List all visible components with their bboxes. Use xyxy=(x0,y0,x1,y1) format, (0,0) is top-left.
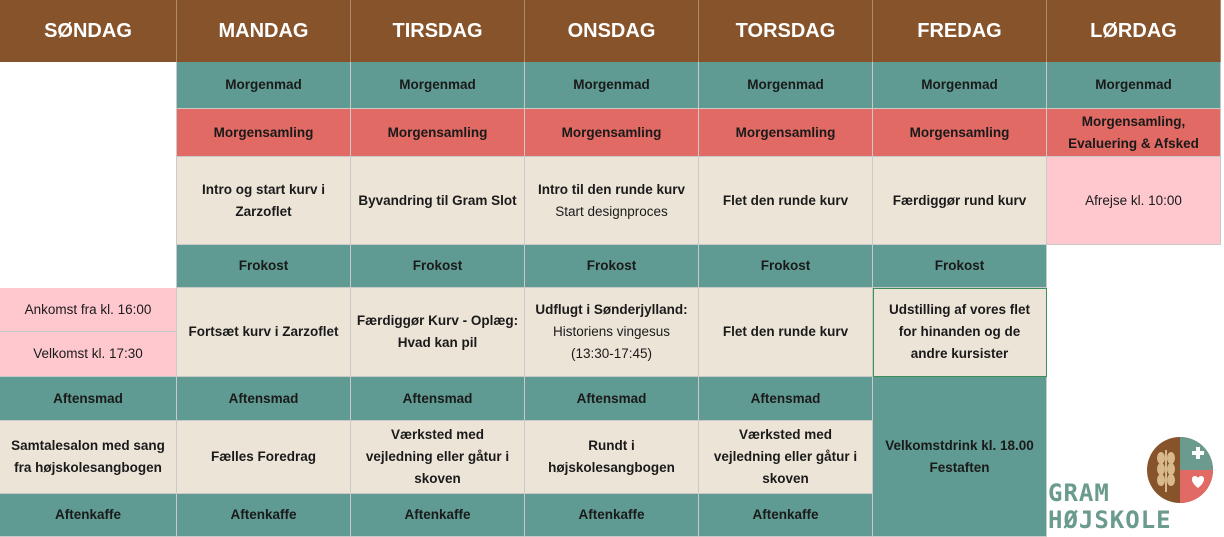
header-sondag[interactable]: SØNDAG xyxy=(0,0,177,62)
header-torsdag[interactable]: TORSDAG xyxy=(699,0,873,62)
empty-cell-sondag-morning[interactable] xyxy=(0,62,177,288)
eftermiddag-fredag-line1: Udstilling af vores flet xyxy=(888,302,1031,317)
eftermiddag-tirsdag-line1: Færdiggør Kurv - Oplæg: xyxy=(356,313,519,328)
cell-velkomst-sondag[interactable]: Velkomst kl. 17:30 xyxy=(0,332,177,377)
cell-aftenkaffe-torsdag[interactable]: Aftenkaffe xyxy=(699,494,873,537)
cell-formiddag-torsdag[interactable] xyxy=(699,157,873,245)
cell-morgensamling-tirsdag[interactable]: Morgensamling xyxy=(351,109,525,157)
eftermiddag-onsdag-sub2: (13:30-17:45) xyxy=(570,346,653,361)
cell-aften-sondag[interactable] xyxy=(0,421,177,494)
aften-sondag-line1: Samtalesalon med sang xyxy=(11,438,165,453)
cell-eftermiddag-onsdag[interactable] xyxy=(525,288,699,377)
cell-aften-tirsdag[interactable] xyxy=(351,421,525,494)
cell-morgenmad-mandag[interactable]: Morgenmad xyxy=(177,62,351,109)
cell-aftensmad-torsdag[interactable]: Aftensmad xyxy=(699,377,873,421)
cell-aftenkaffe-sondag[interactable]: Aftenkaffe xyxy=(0,494,177,537)
logo-line2: HØJSKOLE xyxy=(1048,506,1172,534)
aften-mandag-line1: Fælles Foredrag xyxy=(210,449,317,464)
aften-torsdag-line3: skoven xyxy=(762,471,809,486)
header-lordag[interactable]: LØRDAG xyxy=(1047,0,1221,62)
cell-frokost-mandag[interactable]: Frokost xyxy=(177,245,351,288)
cell-eftermiddag-fredag[interactable] xyxy=(873,288,1047,377)
cell-aften-torsdag[interactable] xyxy=(699,421,873,494)
cell-morgenmad-fredag[interactable]: Morgenmad xyxy=(873,62,1047,109)
cell-morgensamling-mandag[interactable]: Morgensamling xyxy=(177,109,351,157)
cell-eftermiddag-torsdag[interactable] xyxy=(699,288,873,377)
formiddag-torsdag-line1: Flet den runde kurv xyxy=(722,192,849,208)
formiddag-mandag-line2: Zarzoflet xyxy=(235,203,292,219)
formiddag-onsdag-sub: Start designproces xyxy=(555,203,668,219)
aften-fredag-line1: Velkomstdrink kl. 18.00 xyxy=(885,437,1034,453)
aften-fredag-line2: Festaften xyxy=(929,459,990,475)
header-tirsdag[interactable]: TIRSDAG xyxy=(351,0,525,62)
cell-frokost-fredag[interactable]: Frokost xyxy=(873,245,1047,288)
cell-formiddag-onsdag[interactable] xyxy=(525,157,699,245)
gram-hojskole-logo xyxy=(1048,436,1218,536)
cell-morgensamling-fredag[interactable]: Morgensamling xyxy=(873,109,1047,157)
eftermiddag-fredag-line2: for hinanden og de xyxy=(898,324,1021,339)
cell-aftenkaffe-mandag[interactable]: Aftenkaffe xyxy=(177,494,351,537)
lordag-morgensamling-line1: Morgensamling, xyxy=(1081,113,1186,129)
cell-aften-onsdag[interactable] xyxy=(525,421,699,494)
eftermiddag-torsdag-line1: Flet den runde kurv xyxy=(722,324,849,339)
cell-eftermiddag-mandag[interactable] xyxy=(177,288,351,377)
eftermiddag-fredag-line3: andre kursister xyxy=(910,346,1009,361)
lordag-morgensamling-line2: Evaluering & Afsked xyxy=(1068,135,1199,151)
cell-formiddag-mandag[interactable] xyxy=(177,157,351,245)
cell-eftermiddag-tirsdag[interactable] xyxy=(351,288,525,377)
aften-tirsdag-line3: skoven xyxy=(414,471,461,486)
header-onsdag[interactable]: ONSDAG xyxy=(525,0,699,62)
cell-morgenmad-torsdag[interactable]: Morgenmad xyxy=(699,62,873,109)
cell-aftensmad-sondag[interactable]: Aftensmad xyxy=(0,377,177,421)
cell-aftenkaffe-tirsdag[interactable]: Aftenkaffe xyxy=(351,494,525,537)
logo-line1: GRAM xyxy=(1048,479,1110,507)
logo-text xyxy=(1048,480,1172,534)
eftermiddag-onsdag-sub1: Historiens vingesus xyxy=(552,324,671,339)
cell-aftensmad-tirsdag[interactable]: Aftensmad xyxy=(351,377,525,421)
aften-torsdag-line2: vejledning eller gåtur i xyxy=(713,449,858,464)
cell-ankomst-sondag[interactable]: Ankomst fra kl. 16:00 xyxy=(0,288,177,332)
aften-onsdag-line2: højskolesangbogen xyxy=(548,460,675,475)
eftermiddag-mandag-line1: Fortsæt kurv i Zarzoflet xyxy=(188,324,339,339)
cell-frokost-tirsdag[interactable]: Frokost xyxy=(351,245,525,288)
cell-aften-fredag[interactable] xyxy=(873,377,1047,537)
cell-formiddag-tirsdag[interactable] xyxy=(351,157,525,245)
header-mandag[interactable]: MANDAG xyxy=(177,0,351,62)
cell-aftensmad-mandag[interactable]: Aftensmad xyxy=(177,377,351,421)
cell-aftensmad-onsdag[interactable]: Aftensmad xyxy=(525,377,699,421)
header-fredag[interactable]: FREDAG xyxy=(873,0,1047,62)
aften-torsdag-line1: Værksted med xyxy=(738,427,833,442)
formiddag-mandag-line1: Intro og start kurv i xyxy=(201,181,326,197)
cell-formiddag-fredag[interactable] xyxy=(873,157,1047,245)
formiddag-tirsdag-line1: Byvandring til Gram Slot xyxy=(358,192,517,208)
cell-aftenkaffe-onsdag[interactable]: Aftenkaffe xyxy=(525,494,699,537)
cell-frokost-onsdag[interactable]: Frokost xyxy=(525,245,699,288)
eftermiddag-onsdag-title: Udflugt i Sønderjylland: xyxy=(535,302,688,317)
cell-frokost-torsdag[interactable]: Frokost xyxy=(699,245,873,288)
cell-morgenmad-onsdag[interactable]: Morgenmad xyxy=(525,62,699,109)
cell-morgensamling-lordag[interactable] xyxy=(1047,109,1221,157)
formiddag-fredag-line1: Færdiggør rund kurv xyxy=(892,192,1027,208)
aften-tirsdag-line1: Værksted med xyxy=(390,427,485,442)
aften-onsdag-line1: Rundt i xyxy=(588,438,635,453)
cell-formiddag-lordag[interactable]: Afrejse kl. 10:00 xyxy=(1047,157,1221,245)
formiddag-onsdag-title: Intro til den runde kurv xyxy=(537,181,685,197)
cell-morgensamling-torsdag[interactable]: Morgensamling xyxy=(699,109,873,157)
cell-morgensamling-onsdag[interactable]: Morgensamling xyxy=(525,109,699,157)
cell-morgenmad-tirsdag[interactable]: Morgenmad xyxy=(351,62,525,109)
cell-morgenmad-lordag[interactable]: Morgenmad xyxy=(1047,62,1221,109)
aften-tirsdag-line2: vejledning eller gåtur i xyxy=(365,449,510,464)
eftermiddag-tirsdag-line2: Hvad kan pil xyxy=(397,335,478,350)
aften-sondag-line2: fra højskolesangbogen xyxy=(14,460,162,475)
cell-aften-mandag[interactable] xyxy=(177,421,351,494)
